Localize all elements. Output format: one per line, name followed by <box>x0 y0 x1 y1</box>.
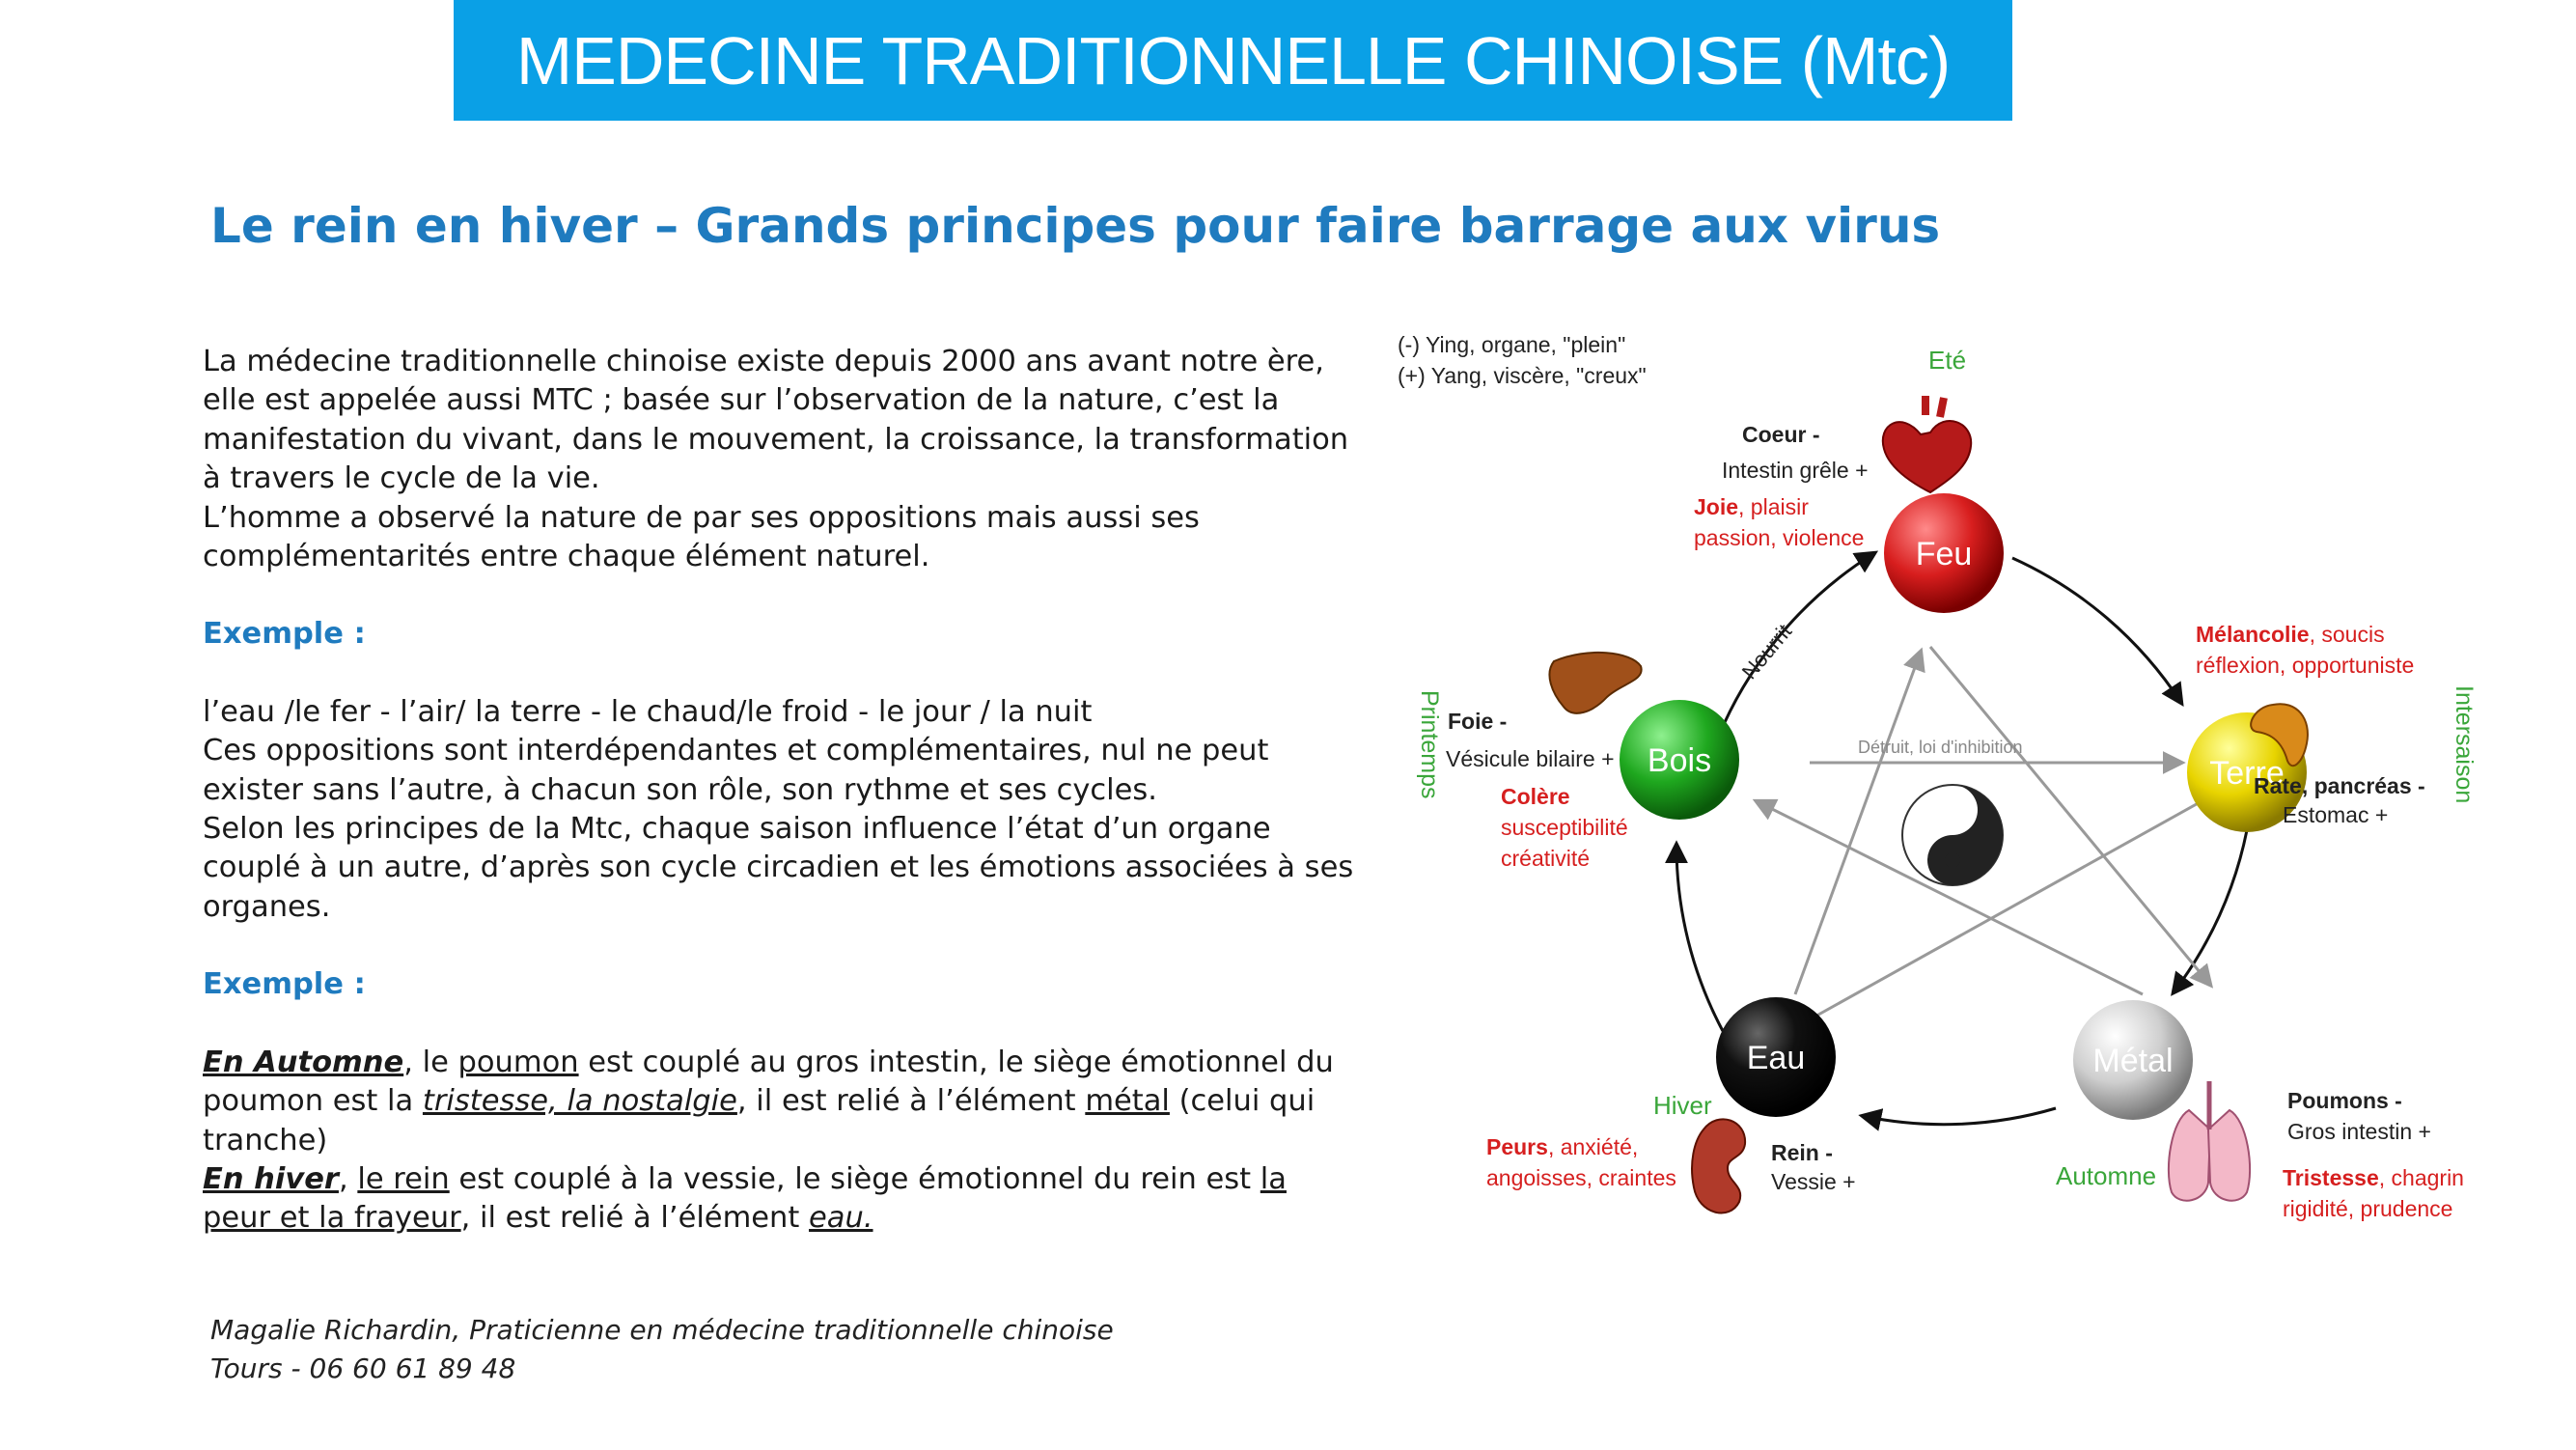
intro-line: manifestation du vivant, dans le mouvement, la croissance, la transformation <box>203 422 1349 457</box>
legend-yang: (+) Yang, viscère, "creux" <box>1398 363 1647 388</box>
example-label: Exemple : <box>203 617 366 652</box>
feu-organ: Coeur - <box>1742 422 1820 447</box>
lungs-icon <box>2169 1081 2250 1201</box>
spacer <box>203 1005 1361 1044</box>
intro-line: à travers le cycle de la vie. <box>203 461 600 496</box>
winter-element: eau. <box>809 1201 873 1236</box>
cycle-arc <box>1676 845 1723 1031</box>
cycle-arc <box>2174 830 2247 992</box>
detruit-label: Détruit, loi d'inhibition <box>1858 738 2023 757</box>
metal-viscera: Gros intestin + <box>2287 1119 2431 1144</box>
autumn-organ: poumon <box>457 1045 579 1079</box>
yin-yang-icon <box>1902 785 2003 885</box>
heart-icon <box>1883 396 1971 492</box>
feu-season: Eté <box>1928 346 1967 375</box>
legend-ying: (-) Ying, organe, "plein" <box>1398 332 1626 357</box>
opposition-line: exister sans l’autre, à chacun son rôle, son rythme et ses cycles. <box>203 772 1158 807</box>
terre-label: Terre <box>2209 755 2285 792</box>
terre-viscera: Estomac + <box>2283 802 2389 827</box>
winter-line: En hiver, le rein est couplé à la vessie, le siège émotionnel du rein est la <box>203 1161 1287 1196</box>
intro-line: elle est appelée aussi MTC ; basée sur l’observation de la nature, c’est la <box>203 383 1280 418</box>
feu-viscera: Intestin grêle + <box>1722 458 1869 483</box>
intro-line: La médecine traditionnelle chinoise existe depuis 2000 ans avant notre ère, <box>203 345 1324 378</box>
terre-organ: Rate, pancréas - <box>2254 773 2425 798</box>
winter-emotion: peur et la frayeur <box>203 1201 461 1236</box>
inhibition-line <box>1795 652 1921 994</box>
footer-contact: Tours - 06 60 61 89 48 <box>210 1352 516 1384</box>
bois-emotion-3: créativité <box>1501 846 1591 871</box>
footer <box>210 1311 1114 1388</box>
opposition-line: l’eau /le fer - l’air/ la terre - le chaud/le froid - le jour / la nuit <box>203 694 1093 729</box>
winter-emotion: la <box>1260 1161 1287 1196</box>
terre-emotion-2: réflexion, opportuniste <box>2196 653 2415 678</box>
bois-viscera: Vésicule bilaire + <box>1446 746 1615 771</box>
opposition-line: couplé à un autre, d’après son cycle circadien et les émotions associées à ses <box>203 850 1354 885</box>
example-label: Exemple : <box>203 967 366 1002</box>
opposition-line: organes. <box>203 889 331 924</box>
bois-emotion-2: susceptibilité <box>1501 815 1628 840</box>
five-elements-diagram <box>1380 319 2490 1245</box>
spacer <box>203 927 1361 965</box>
opposition-line: Selon les principes de la Mtc, chaque saison influence l’état d’un organe <box>203 812 1271 847</box>
body-text <box>203 343 1361 1239</box>
bois-season: Printemps <box>1416 690 1443 799</box>
winter-season: En hiver <box>203 1161 339 1196</box>
svg-text:Peurs, anxiété,: Peurs, anxiété, <box>1486 1134 1639 1159</box>
opposition-line: Ces oppositions sont interdépendantes et complémentaires, nul ne peut <box>203 734 1269 768</box>
eau-emotion: Peurs <box>1486 1134 1548 1159</box>
page-title: MEDECINE TRADITIONNELLE CHINOISE (Mtc) <box>515 22 1951 98</box>
cycle-arc <box>2012 558 2181 703</box>
metal-season: Automne <box>2056 1161 2157 1190</box>
feu-emotion-2: passion, violence <box>1694 525 1865 550</box>
cycle-arc <box>1863 1108 2056 1125</box>
svg-text:Tristesse, chagrin: Tristesse, chagrin <box>2283 1165 2464 1190</box>
feu-label: Feu <box>1915 536 1973 572</box>
terre-season: Intersaison <box>2451 685 2478 804</box>
subtitle: Le rein en hiver – Grands principes pour faire barrage aux virus <box>210 198 1941 254</box>
footer-author: Magalie Richardin, Praticienne en médecine traditionnelle chinoise <box>210 1314 1114 1346</box>
spacer <box>203 576 1361 615</box>
autumn-emotion: tristesse, la nostalgie <box>422 1084 737 1119</box>
metal-organ: Poumons - <box>2287 1088 2402 1113</box>
bois-emotion: Colère <box>1501 784 1570 809</box>
metal-label: Métal <box>2092 1043 2174 1079</box>
spacer <box>203 655 1361 693</box>
bois-label: Bois <box>1647 742 1712 779</box>
winter-organ: le rein <box>357 1161 450 1196</box>
autumn-season: En Automne <box>203 1045 404 1079</box>
eau-viscera: Vessie + <box>1771 1169 1856 1194</box>
eau-emotion-2: angoisses, craintes <box>1486 1165 1676 1190</box>
autumn-element: métal <box>1085 1084 1170 1119</box>
eau-label: Eau <box>1746 1040 1806 1076</box>
autumn-line: poumon est la tristesse, la nostalgie, il est relié à l’élément métal (celui qui <box>203 1084 1316 1119</box>
intro-line: L’homme a observé la nature de par ses oppositions mais aussi ses <box>203 500 1200 535</box>
intro-line: complémentarités entre chaque élément naturel. <box>203 540 930 574</box>
svg-text:Joie, plaisir: Joie, plaisir <box>1694 494 1809 519</box>
bois-organ: Foie - <box>1448 709 1508 734</box>
metal-emotion: Tristesse <box>2283 1165 2379 1190</box>
terre-emotion: Mélancolie <box>2196 622 2310 647</box>
title-banner <box>454 0 2012 121</box>
eau-organ: Rein - <box>1771 1140 1833 1165</box>
eau-season: Hiver <box>1653 1091 1712 1120</box>
metal-emotion-2: rigidité, prudence <box>2283 1196 2453 1221</box>
autumn-line: tranche) <box>203 1123 328 1157</box>
cycle-arc <box>1710 553 1874 758</box>
feu-emotion: Joie <box>1694 494 1739 519</box>
nourrit-label: Nourrit <box>1736 619 1797 684</box>
liver-icon <box>1549 653 1641 713</box>
autumn-line: En Automne, le poumon est couplé au gros intestin, le siège émotionnel du <box>203 1045 1334 1079</box>
svg-text:Mélancolie, soucis: Mélancolie, soucis <box>2196 622 2385 647</box>
winter-line: peur et la frayeur, il est relié à l’élément eau. <box>203 1201 873 1236</box>
kidney-icon <box>1692 1119 1745 1213</box>
